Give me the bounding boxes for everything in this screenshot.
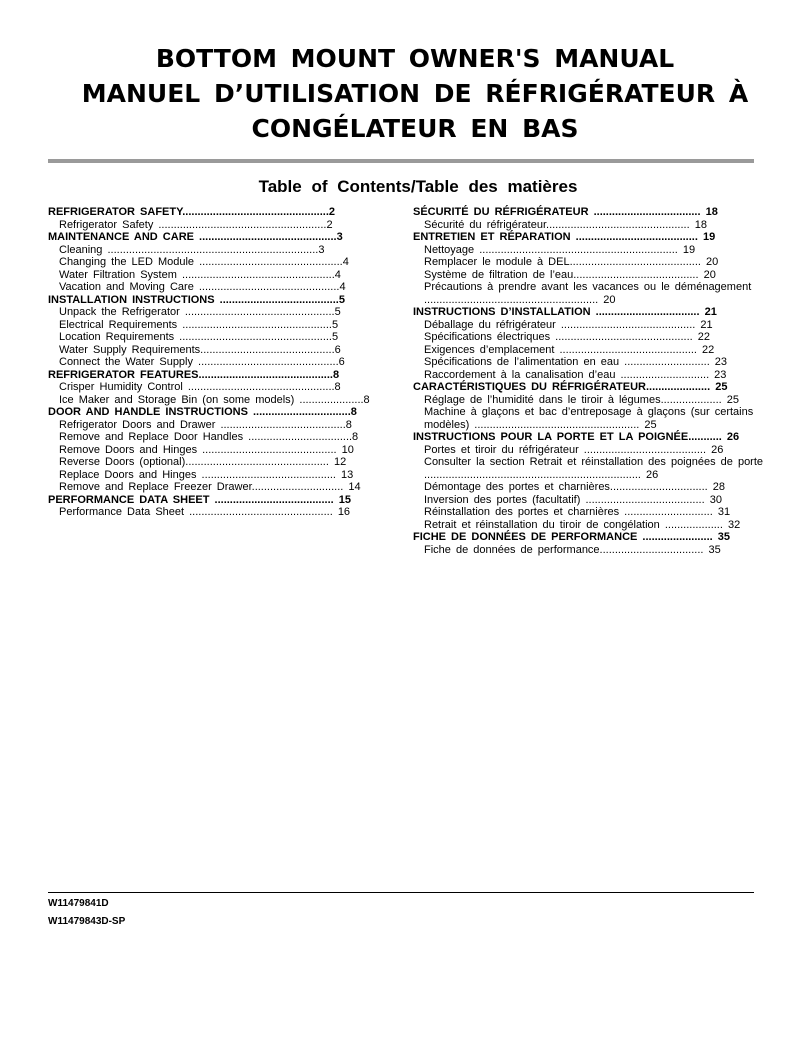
toc-subsection-link[interactable]: Connect the Water Supply ..............................................6 <box>59 356 345 368</box>
toc-subsection-link[interactable]: Electrical Requirements .................................................5 <box>59 318 339 331</box>
toc-heading: Table of Contents/Table des matières <box>258 177 578 196</box>
manual-title-french-line1: MANUEL D’UTILISATION DE RÉFRIGÉRATEUR À <box>81 79 749 108</box>
toc-subsection-link[interactable]: Spécifications de l’alimentation en eau ............................ 23 <box>424 356 728 368</box>
toc-subsection-link[interactable]: Performance Data Sheet ............................................... 16 <box>59 506 351 518</box>
document-code-sp: W11479843D-SP <box>48 916 126 927</box>
toc-subsection-link[interactable]: Refrigerator Doors and Drawer .........................................8 <box>59 418 352 431</box>
toc-subsection-link[interactable]: Refrigerator Safety .......................................................2 <box>59 218 333 231</box>
toc-section-link[interactable]: FICHE DE DONNÉES DE PERFORMANCE ....................... 35 <box>413 531 730 543</box>
toc-subsection-link[interactable]: Consulter la section Retrait et réinstallation des poignées de porte ....................................................................... 26 <box>424 456 764 481</box>
toc-subsection-link[interactable]: Retrait et réinstallation du tiroir de congélation ................... 32 <box>424 518 741 531</box>
toc-subsection-link[interactable]: Water Filtration System ..................................................4 <box>59 268 341 281</box>
toc-subsection-link[interactable]: Remove and Replace Door Handles ..................................8 <box>59 431 359 443</box>
toc-subsection-link[interactable]: Unpack the Refrigerator .................................................5 <box>59 306 341 318</box>
toc-subsection-link[interactable]: Water Supply Requirements............................................6 <box>59 343 341 356</box>
toc-section-link[interactable]: REFRIGERATOR SAFETY................................................2 <box>48 206 336 218</box>
toc-subsection-link[interactable]: Inversion des portes (facultatif) ....................................... 30 <box>424 493 722 506</box>
toc-subsection-link[interactable]: Nettoyage ................................................................. 19 <box>424 243 696 256</box>
toc-section-link[interactable]: INSTALLATION INSTRUCTIONS .......................................5 <box>48 293 345 306</box>
toc-subsection-link[interactable]: Remove and Replace Freezer Drawer.............................. 14 <box>59 481 361 493</box>
toc-section-link[interactable]: DOOR AND HANDLE INSTRUCTIONS ................................8 <box>48 406 357 418</box>
toc-section-link[interactable]: SÉCURITÉ DU RÉFRIGÉRATEUR ................................... 18 <box>413 206 718 218</box>
toc-subsection-link[interactable]: Démontage des portes et charnières................................ 28 <box>424 481 726 493</box>
toc-section-link[interactable]: ENTRETIEN ET RÉPARATION ........................................ 19 <box>413 231 716 243</box>
toc-section-link[interactable]: PERFORMANCE DATA SHEET ....................................... 15 <box>48 493 352 506</box>
manual-title-french-line2: CONGÉLATEUR EN BAS <box>251 114 579 143</box>
toc-subsection-link[interactable]: Précautions à prendre avant les vacances ou le déménagement ......................................................... 20 <box>424 281 752 306</box>
toc-section-link[interactable]: CARACTÉRISTIQUES DU RÉFRIGÉRATEUR..................... 25 <box>413 381 728 393</box>
toc-subsection-link[interactable]: Replace Doors and Hinges ............................................ 13 <box>59 468 354 481</box>
manual-title-english: BOTTOM MOUNT OWNER'S MANUAL <box>155 44 675 73</box>
toc-subsection-link[interactable]: Système de filtration de l’eau......................................... 20 <box>424 268 716 281</box>
toc-subsection-link[interactable]: Spécifications électriques ............................................. 22 <box>424 331 710 343</box>
toc-section-link[interactable]: INSTRUCTIONS D’INSTALLATION .................................. 21 <box>413 306 717 318</box>
toc-section-link[interactable]: MAINTENANCE AND CARE .............................................3 <box>48 231 343 243</box>
title-divider <box>48 159 754 163</box>
toc-subsection-link[interactable]: Vacation and Moving Care ..............................................4 <box>59 281 346 293</box>
toc-subsection-link[interactable]: Raccordement à la canalisation d’eau ............................. 23 <box>424 368 727 381</box>
toc-french-column <box>413 206 793 556</box>
toc-subsection-link[interactable]: Réglage de l’humidité dans le tiroir à légumes.................... 25 <box>424 393 739 406</box>
toc-subsection-link[interactable]: Crisper Humidity Control ................................................8 <box>59 381 341 393</box>
toc-subsection-link[interactable]: Remove Doors and Hinges ............................................ 10 <box>59 443 354 456</box>
toc-section-link[interactable]: INSTRUCTIONS POUR LA PORTE ET LA POIGNÉE........... 26 <box>413 431 740 443</box>
toc-subsection-link[interactable]: Exigences d’emplacement ............................................. 22 <box>424 343 715 356</box>
toc-english-column <box>48 206 408 519</box>
footer-divider <box>48 892 754 893</box>
toc-subsection-link[interactable]: Portes et tiroir du réfrigérateur ........................................ 26 <box>424 443 724 456</box>
toc-subsection-link[interactable]: Machine à glaçons et bac d’entreposage à glaçons (sur certains modèles) ...................................................... 25 <box>424 406 754 431</box>
toc-subsection-link[interactable]: Fiche de données de performance.................................. 35 <box>424 543 721 556</box>
toc-section-link[interactable]: REFRIGERATOR FEATURES............................................8 <box>48 368 340 381</box>
toc-subsection-link[interactable]: Déballage du réfrigérateur ............................................ 21 <box>424 318 713 331</box>
toc-subsection-link[interactable]: Reverse Doors (optional)............................................... 12 <box>59 456 347 468</box>
toc-subsection-link[interactable]: Cleaning .....................................................................3 <box>59 243 325 256</box>
toc-subsection-link[interactable]: Location Requirements ..................................................5 <box>59 331 339 343</box>
toc-subsection-link[interactable]: Ice Maker and Storage Bin (on some models) .....................8 <box>59 393 370 406</box>
document-code: W11479841D <box>48 898 109 909</box>
toc-subsection-link[interactable]: Remplacer le module à DEL........................................... 20 <box>424 256 719 268</box>
toc-subsection-link[interactable]: Sécurité du réfrigérateur............................................... 18 <box>424 218 707 231</box>
toc-subsection-link[interactable]: Réinstallation des portes et charnières ............................. 31 <box>424 506 731 518</box>
toc-subsection-link[interactable]: Changing the LED Module ...............................................4 <box>59 256 349 268</box>
